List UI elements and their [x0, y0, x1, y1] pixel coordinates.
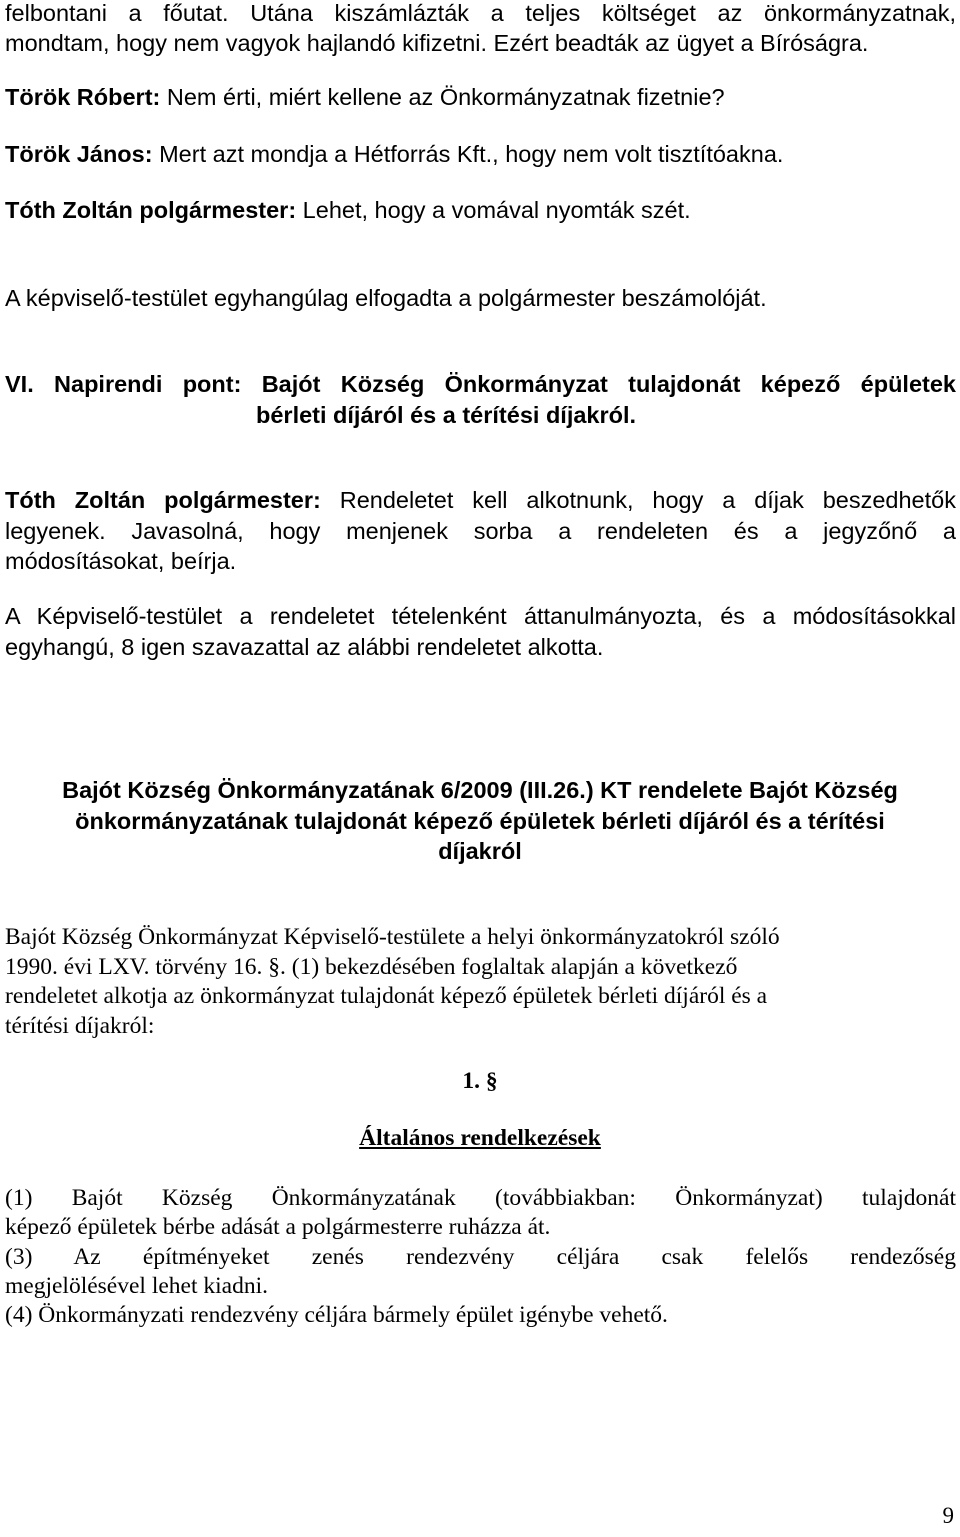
dialogue-line — [5, 84, 725, 111]
decree-title-line-3: díjakról — [438, 838, 522, 864]
clause-4: (4) Önkormányzati rendezvény céljára bármely épület igénybe vehető. — [5, 1302, 668, 1328]
preamble-line-3: rendeletet alkotja az önkormányzat tulajdonát képező épületek bérleti díjáról és a — [5, 983, 768, 1009]
decree-title-line-1: Bajót Község Önkormányzatának 6/2009 (III.26.) KT rendelete Bajót Község — [62, 777, 898, 803]
speaker-name: Tóth Zoltán polgármester: — [5, 487, 321, 513]
mayor-paragraph-line-3: módosításokat, beírja. — [5, 548, 237, 574]
preamble-line-4: térítési díjakról: — [5, 1013, 155, 1039]
board-paragraph-line-2: egyhangú, 8 igen szavazattal az alábbi rendeletet alkotta. — [5, 634, 604, 660]
section-heading: Általános rendelkezések — [359, 1125, 601, 1151]
clause-1-line-2: képező épületek bérbe adását a polgármesterre ruházza át. — [5, 1214, 551, 1240]
decree-title-line-2: önkormányzatának tulajdonát képező épületek bérleti díjáról és a térítési — [75, 808, 885, 834]
speech-text: Rendeletet kell alkotnunk, hogy a díjak beszedhetők — [320, 487, 956, 513]
dialogue-line — [5, 141, 783, 168]
speaker-name: Török Róbert: — [5, 84, 161, 110]
board-paragraph-line-1: A Képviselő-testület a rendeletet tételenként áttanulmányozta, és a módosításokkal — [5, 603, 956, 629]
page-number: 9 — [942, 1503, 954, 1528]
speech-text: Nem érti, miért kellene az Önkormányzatnak fizetnie? — [160, 84, 725, 110]
speaker-name: Török János: — [5, 141, 153, 167]
agenda-heading-line-1: VI. Napirendi pont: Bajót Község Önkormányzat tulajdonát képező épületek — [5, 371, 956, 397]
speech-text: Mert azt mondja a Hétforrás Kft., hogy nem volt tisztítóakna. — [152, 141, 784, 167]
intro-line-2: mondtam, hogy nem vagyok hajlandó kifizetni. Ezért beadták az ügyet a Bíróságra. — [5, 30, 869, 56]
preamble-line-1: Bajót Község Önkormányzat Képviselő-testülete a helyi önkormányzatokról szóló — [5, 924, 780, 950]
speaker-name: Tóth Zoltán polgármester: — [5, 197, 297, 223]
speech-text: Lehet, hogy a vomával nyomták szét. — [296, 197, 691, 223]
clause-3-line-1: (3) Az építményeket zenés rendezvény céljára csak felelős rendezőség — [5, 1244, 956, 1270]
clause-1-line-1: (1) Bajót Község Önkormányzatának (továbbiakban: Önkormányzat) tulajdonát — [5, 1185, 956, 1211]
decision-text: A képviselő-testület egyhangúlag elfogadta a polgármester beszámolóját. — [5, 285, 767, 311]
mayor-paragraph-line-1 — [5, 487, 956, 514]
mayor-paragraph-line-2: legyenek. Javasolná, hogy menjenek sorba a rendeleten és a jegyzőnő a — [5, 518, 956, 544]
dialogue-line — [5, 197, 691, 224]
intro-line-1: felbontani a főutat. Utána kiszámlázták a teljes költséget az önkormányzatnak, — [5, 0, 956, 26]
agenda-heading-line-2: bérleti díjáról és a térítési díjakról. — [256, 402, 637, 428]
clause-3-line-2: megjelölésével lehet kiadni. — [5, 1273, 268, 1299]
section-number: 1. § — [462, 1068, 498, 1094]
preamble-line-2: 1990. évi LXV. törvény 16. §. (1) bekezdésében foglaltak alapján a következő — [5, 954, 738, 980]
